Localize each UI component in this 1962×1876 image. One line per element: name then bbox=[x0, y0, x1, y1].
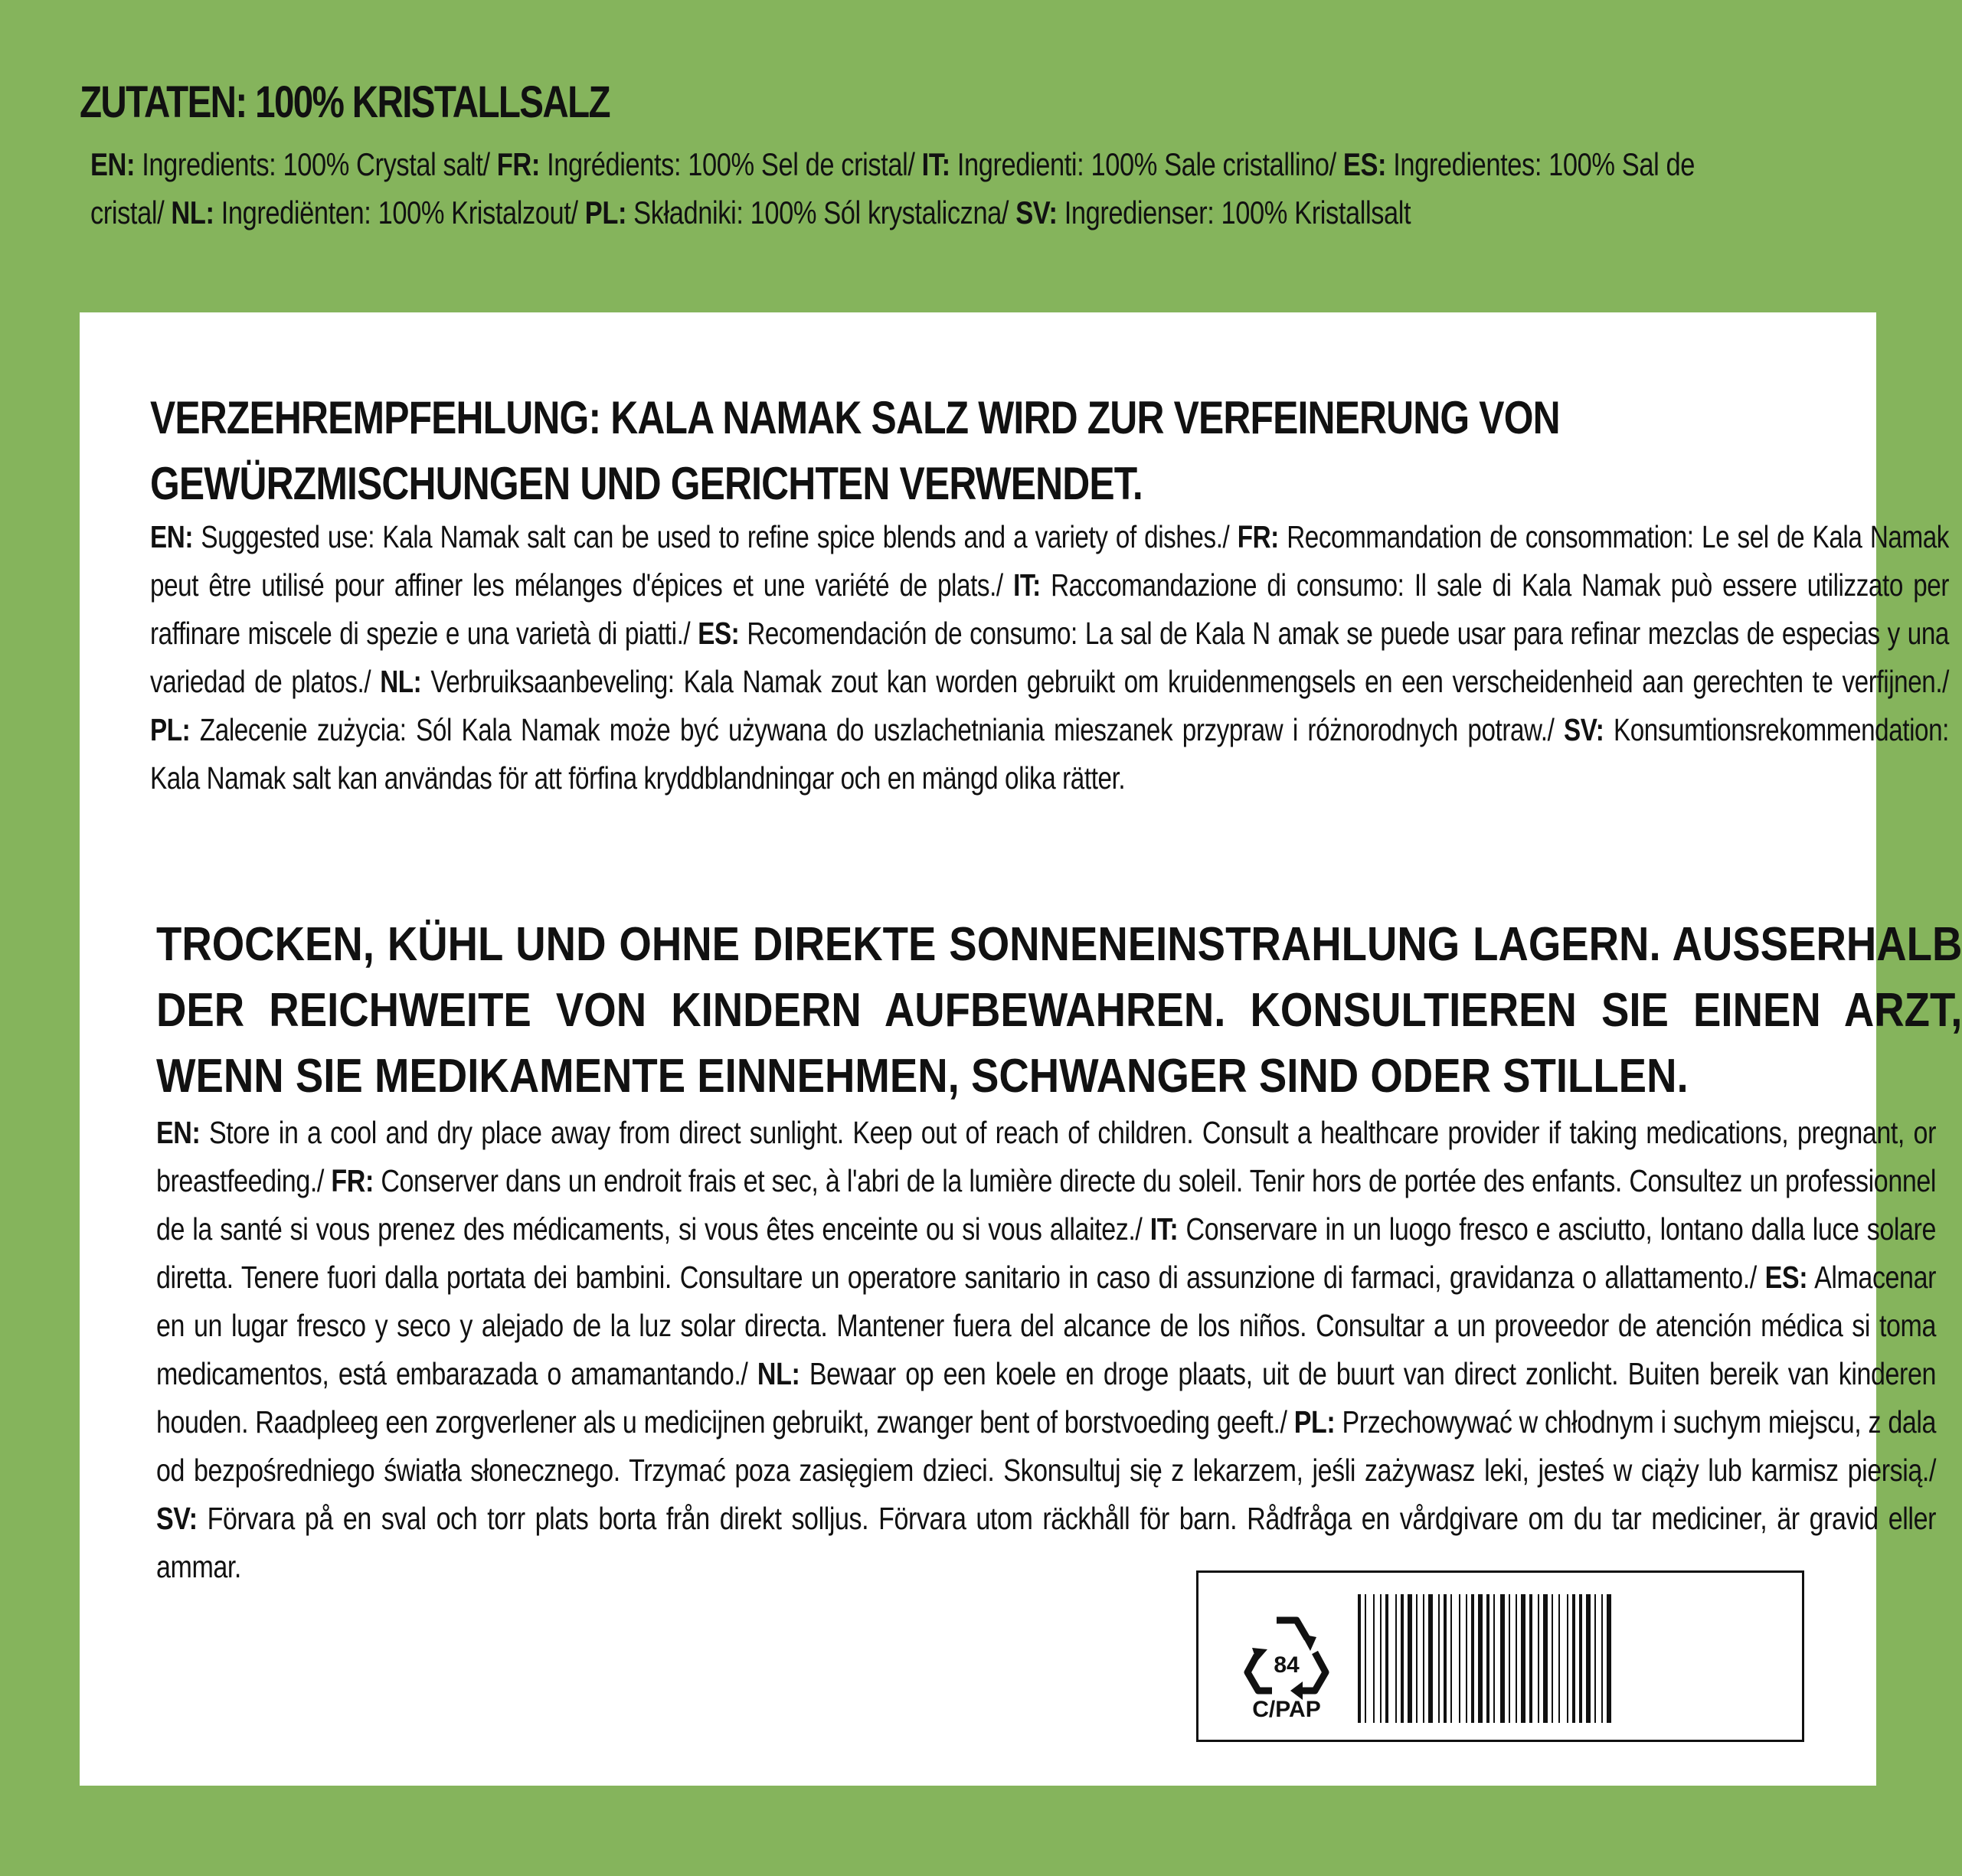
storage-it: Conservare in un luogo fresco e asciutto, lontano dalla luce solare diretta. Tenere fuori dalla portata dei bambini. Consultare un operatore sanitario in caso di assunzione di farmaci, gravidanza o allattamento./ bbox=[156, 1211, 1936, 1295]
barcode-bar bbox=[1401, 1594, 1404, 1723]
recycling-barcode-box bbox=[1196, 1570, 1804, 1742]
storage-fr: Conserver dans un endroit frais et sec, à l'abri de la lumière directe du soleil. Tenir hors de portée des enfants. Consultez un professionnel de la santé si vous prenez des médicaments, si vous êtes enceinte ou si vous allaitez./ bbox=[156, 1163, 1936, 1247]
lang-code-es: ES: bbox=[698, 616, 740, 651]
barcode-bar bbox=[1567, 1594, 1568, 1723]
lang-code-nl: NL: bbox=[380, 664, 422, 699]
ingredients-translations bbox=[90, 140, 1717, 237]
usage-pl: Zalecenie zużycia: Sól Kala Namak może być używana do uszlachetniania mieszanek przypraw i różnorodnych potraw./ bbox=[190, 712, 1565, 747]
lang-code-fr: FR: bbox=[496, 146, 540, 182]
barcode-bar bbox=[1380, 1594, 1382, 1723]
lang-code-es: ES: bbox=[1342, 146, 1387, 182]
barcode-bar bbox=[1607, 1594, 1611, 1723]
barcode-bar bbox=[1586, 1594, 1591, 1723]
lang-code-sv: SV: bbox=[1564, 712, 1604, 747]
usage-it: Raccomandazione di consumo: Il sale di Kala Namak può essere utilizzato per raffinare miscele di spezie e una varietà di piatti./ bbox=[150, 567, 1949, 651]
barcode-bar bbox=[1416, 1594, 1418, 1723]
label-panel bbox=[80, 312, 1962, 1786]
barcode-bar bbox=[1493, 1594, 1495, 1723]
storage-heading: TROCKEN, KÜHL UND OHNE DIREKTE SONNENEINSTRAHLUNG LAGERN. AUSSERHALB DER REICHWEITE VON KINDERN AUFBEWAHREN. KONSULTIEREN SIE EINEN ARZT, WENN SIE MEDIKAMENTE EINNEHMEN, SCHWANGER SIND ODER STILLEN. bbox=[156, 918, 1962, 1103]
lang-code-it: IT: bbox=[921, 146, 950, 182]
barcode-bar bbox=[1500, 1594, 1505, 1723]
barcode-bar bbox=[1385, 1594, 1388, 1723]
ingredients-pl: Składniki: 100% Sól krystaliczna/ bbox=[626, 194, 1016, 230]
barcode-bar bbox=[1572, 1594, 1575, 1723]
barcode-bar bbox=[1373, 1594, 1375, 1723]
ingredients-nl: Ingrediënten: 100% Kristalzout/ bbox=[214, 194, 585, 230]
usage-fr: Recommandation de consommation: Le sel de Kala Namak peut être utilisé pour affiner les mélanges d'épices et une variété de plats./ bbox=[150, 519, 1949, 603]
recycling-number: 84 bbox=[1274, 1652, 1300, 1678]
barcode-bar bbox=[1594, 1594, 1596, 1723]
lang-code-fr: FR: bbox=[331, 1163, 374, 1198]
barcode-bar bbox=[1601, 1594, 1603, 1723]
barcode-icon bbox=[1358, 1594, 1794, 1723]
usage-nl: Verbruiksaanbeveling: Kala Namak zout kan worden gebruikt om kruidenmengsels en een verscheidenheid aan gerechten te verfijnen./ bbox=[421, 664, 1950, 699]
storage-nl: Bewaar op een koele en droge plaats, uit de buurt van direct zonlicht. Buiten bereik van kinderen houden. Raadpleeg een zorgverlener als u medicijnen gebruikt, zwanger bent of borstvoeding geeft./ bbox=[156, 1356, 1936, 1440]
lang-code-pl: PL: bbox=[584, 194, 627, 230]
usage-es: Recomendación de consumo: La sal de Kala N amak se puede usar para refinar mezclas de especias y una variedad de platos./ bbox=[150, 616, 1949, 699]
usage-heading: VERZEHREMPFEHLUNG: KALA NAMAK SALZ WIRD ZUR VERFEINERUNG VON GEWÜRZMISCHUNGEN UND GERICHTEN VERWENDET. bbox=[150, 392, 1560, 509]
ingredients-sv: Ingredienser: 100% Kristallsalt bbox=[1057, 194, 1411, 230]
barcode-bar bbox=[1558, 1594, 1560, 1723]
barcode-bar bbox=[1529, 1594, 1532, 1723]
barcode-bar bbox=[1471, 1594, 1474, 1723]
storage-translations bbox=[156, 1109, 1936, 1591]
barcode-bar bbox=[1444, 1594, 1447, 1723]
barcode-bar bbox=[1395, 1594, 1397, 1723]
lang-code-en: EN: bbox=[156, 1115, 201, 1150]
barcode-bar bbox=[1450, 1594, 1452, 1723]
storage-es: Almacenar en un lugar fresco y seco y alejado de la luz solar directa. Mantener fuera del alcance de los niños. Consultar a un proveedor de atención médica si toma medicamentos, está embarazada o amamantando./ bbox=[156, 1260, 1936, 1391]
lang-code-nl: NL: bbox=[171, 194, 214, 230]
barcode-bar bbox=[1538, 1594, 1539, 1723]
lang-code-sv: SV: bbox=[1015, 194, 1058, 230]
barcode-bar bbox=[1459, 1594, 1460, 1723]
barcode-bar bbox=[1365, 1594, 1366, 1723]
barcode-bar bbox=[1543, 1594, 1548, 1723]
usage-translations bbox=[150, 513, 1949, 802]
barcode-bar bbox=[1486, 1594, 1489, 1723]
ingredients-it: Ingredienti: 100% Sale cristallino/ bbox=[950, 146, 1343, 182]
lang-code-sv: SV: bbox=[156, 1501, 198, 1536]
barcode-bar bbox=[1438, 1594, 1440, 1723]
barcode-bar bbox=[1509, 1594, 1510, 1723]
barcode-bar bbox=[1521, 1594, 1525, 1723]
barcode-bar bbox=[1358, 1594, 1361, 1723]
lang-code-fr: FR: bbox=[1237, 519, 1279, 554]
lang-code-pl: PL: bbox=[1293, 1404, 1336, 1440]
ingredients-title: ZUTATEN: 100% KRISTALLSALZ bbox=[80, 77, 610, 127]
lang-code-it: IT: bbox=[1013, 567, 1041, 603]
ingredients-es: Ingredientes: 100% Sal de cristal/ bbox=[90, 146, 1695, 230]
barcode-bar bbox=[1428, 1594, 1433, 1723]
barcode-bar bbox=[1423, 1594, 1424, 1723]
storage-sv: Förvara på en sval och torr plats borta från direkt solljus. Förvara utom räckhåll för barn. Rådfråga en vårdgivare om du tar mediciner, är gravid eller ammar. bbox=[156, 1501, 1936, 1584]
barcode-bar bbox=[1516, 1594, 1517, 1723]
lang-code-en: EN: bbox=[90, 146, 136, 182]
barcode-bar bbox=[1579, 1594, 1582, 1723]
ingredients-fr: Ingrédients: 100% Sel de cristal/ bbox=[539, 146, 922, 182]
storage-en: Store in a cool and dry place away from direct sunlight. Keep out of reach of children. Consult a healthcare provider if taking medications, pregnant, or breastfeeding./ bbox=[156, 1115, 1936, 1198]
usage-en: Suggested use: Kala Namak salt can be used to refine spice blends and a variety of dishes./ bbox=[192, 519, 1238, 554]
usage-sv: Konsumtionsrekommendation: Kala Namak salt kan användas för att förfina kryddblandningar och en mängd olika rätter. bbox=[150, 712, 1950, 796]
barcode-bar bbox=[1478, 1594, 1483, 1723]
barcode-bar bbox=[1408, 1594, 1412, 1723]
barcode-bar bbox=[1552, 1594, 1553, 1723]
lang-code-es: ES: bbox=[1764, 1260, 1808, 1295]
barcode-bar bbox=[1466, 1594, 1467, 1723]
ingredients-en: Ingredients: 100% Crystal salt/ bbox=[135, 146, 497, 182]
lang-code-it: IT: bbox=[1149, 1211, 1179, 1247]
lang-code-nl: NL: bbox=[757, 1356, 800, 1391]
recycling-code: C/PAP bbox=[1252, 1697, 1321, 1722]
recycling-triangle-icon bbox=[1237, 1605, 1336, 1720]
lang-code-en: EN: bbox=[150, 519, 193, 554]
lang-code-pl: PL: bbox=[150, 712, 191, 747]
storage-pl: Przechowywać w chłodnym i suchym miejscu, z dala od bezpośredniego światła słonecznego. Trzymać poza zasięgiem dzieci. Skonsultuj się z lekarzem, jeśli zażywasz leki, jesteś w ciąży lub karmisz piersią./ bbox=[156, 1404, 1936, 1488]
